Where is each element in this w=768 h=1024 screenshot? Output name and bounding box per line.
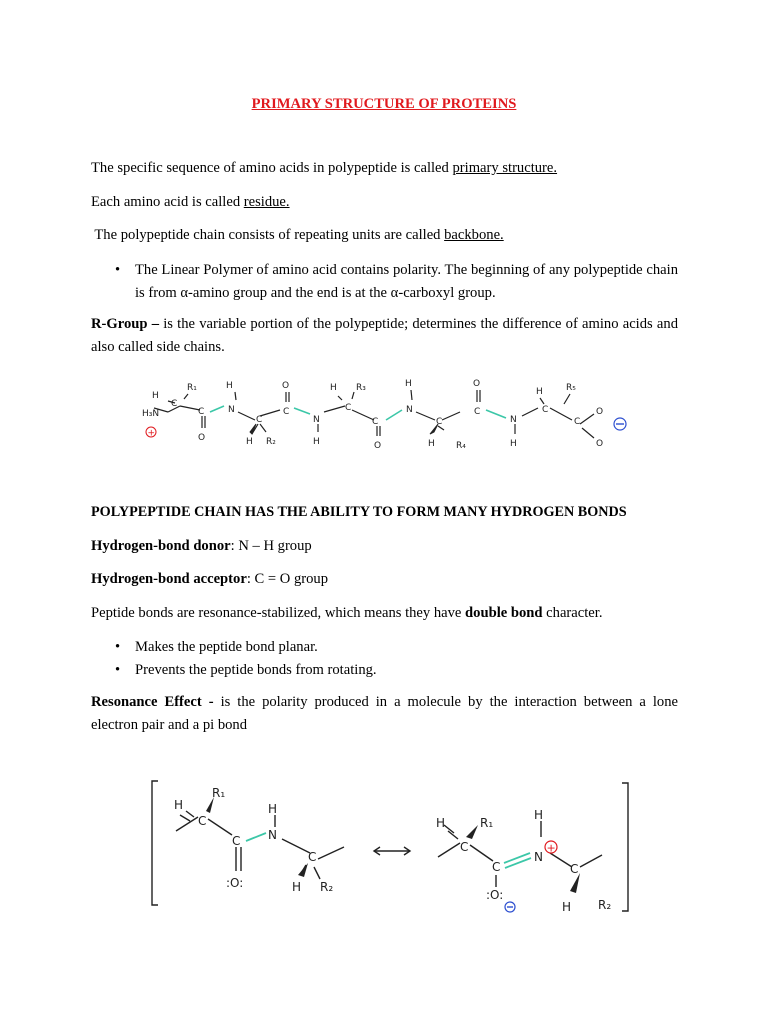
svg-text:H: H bbox=[436, 816, 446, 830]
svg-text:R₂: R₂ bbox=[266, 437, 276, 447]
paragraph-hbond-acceptor bbox=[91, 568, 678, 591]
svg-text:H: H bbox=[292, 880, 302, 894]
term-hbond-donor: Hydrogen-bond donor bbox=[91, 538, 231, 554]
resonance-structures-figure bbox=[148, 775, 638, 915]
svg-text:C: C bbox=[460, 840, 469, 854]
bullet-list-peptide bbox=[91, 636, 678, 682]
svg-text:C: C bbox=[256, 415, 263, 425]
section-heading-hydrogen-bonds: POLYPEPTIDE CHAIN HAS THE ABILITY TO FORM MANY HYDROGEN BONDS bbox=[91, 504, 627, 520]
svg-text:C: C bbox=[198, 814, 207, 828]
svg-text:+: + bbox=[546, 841, 556, 855]
svg-text:C: C bbox=[574, 417, 581, 427]
svg-text:N: N bbox=[268, 828, 277, 842]
svg-text:C: C bbox=[345, 403, 352, 413]
paragraph-hbond-donor bbox=[91, 535, 678, 558]
svg-text:R₂: R₂ bbox=[598, 898, 612, 912]
svg-text:C: C bbox=[372, 417, 379, 427]
svg-text:O: O bbox=[596, 439, 604, 449]
svg-text:H: H bbox=[152, 391, 159, 401]
paragraph-residue bbox=[91, 191, 678, 214]
term-double-bond: double bond bbox=[465, 605, 543, 621]
svg-text:R₁: R₁ bbox=[480, 816, 494, 830]
svg-text:H: H bbox=[268, 802, 278, 816]
text: : C = O group bbox=[246, 571, 329, 587]
svg-text:R₁: R₁ bbox=[212, 786, 226, 800]
svg-text:R₄: R₄ bbox=[456, 441, 466, 451]
svg-text:O: O bbox=[596, 407, 604, 417]
svg-text:C: C bbox=[542, 405, 549, 415]
svg-text:H: H bbox=[246, 437, 253, 447]
svg-text:H: H bbox=[313, 437, 320, 447]
svg-text:H: H bbox=[536, 387, 543, 397]
svg-text:C: C bbox=[308, 850, 317, 864]
svg-text:H: H bbox=[428, 439, 435, 449]
svg-text:R₅: R₅ bbox=[566, 383, 576, 393]
text: is the variable portion of the polypeptide; determines the difference of amino acids and also called side chains. bbox=[91, 316, 678, 355]
bullet-icon: • bbox=[115, 662, 121, 678]
term-residue: residue. bbox=[243, 194, 290, 210]
term-resonance-effect: Resonance Effect - bbox=[91, 694, 221, 710]
text: character. bbox=[542, 605, 603, 621]
bullet-text: The Linear Polymer of amino acid contains polarity. The beginning of any polypeptide chain is from α-amino group and the end is at the α-carboxyl group. bbox=[135, 262, 678, 301]
term-primary-structure: primary structure. bbox=[452, 160, 558, 176]
svg-text:O: O bbox=[198, 433, 206, 443]
paragraph-backbone bbox=[91, 224, 678, 247]
svg-text:N: N bbox=[406, 405, 413, 415]
term-r-group: R-Group – bbox=[91, 316, 164, 332]
polypeptide-chain-figure bbox=[140, 372, 640, 462]
svg-text:C: C bbox=[283, 407, 290, 417]
list-item bbox=[91, 659, 678, 682]
text: Peptide bonds are resonance-stabilized, which means they have bbox=[91, 605, 466, 621]
term-backbone: backbone. bbox=[444, 227, 504, 243]
bullet-text: Prevents the peptide bonds from rotating. bbox=[135, 662, 377, 678]
text: Each amino acid is called bbox=[91, 194, 244, 210]
svg-text:O: O bbox=[282, 381, 290, 391]
svg-text:O: O bbox=[473, 379, 481, 389]
paragraph-r-group bbox=[91, 313, 678, 359]
svg-text:H: H bbox=[330, 383, 337, 393]
svg-text:R₁: R₁ bbox=[187, 383, 197, 393]
svg-text:N: N bbox=[313, 415, 320, 425]
text: : N – H group bbox=[230, 538, 312, 554]
svg-text:H₃N: H₃N bbox=[142, 409, 160, 419]
svg-text:H: H bbox=[226, 381, 233, 391]
svg-text:O: O bbox=[374, 441, 382, 451]
svg-text:N: N bbox=[228, 405, 235, 415]
svg-text:N: N bbox=[510, 415, 517, 425]
paragraph-resonance-effect bbox=[91, 691, 678, 737]
svg-text:C: C bbox=[474, 407, 481, 417]
svg-text:N: N bbox=[534, 850, 543, 864]
svg-text:C: C bbox=[570, 862, 579, 876]
term-hbond-acceptor: Hydrogen-bond acceptor bbox=[91, 571, 247, 587]
svg-text:R₃: R₃ bbox=[356, 383, 366, 393]
bullet-icon: • bbox=[115, 639, 121, 655]
paragraph-primary-structure bbox=[91, 157, 678, 180]
list-item bbox=[91, 636, 678, 659]
text: The specific sequence of amino acids in polypeptide is called bbox=[91, 160, 453, 176]
bullet-text: Makes the peptide bond planar. bbox=[135, 639, 318, 655]
text: The polypeptide chain consists of repeating units are called bbox=[91, 227, 445, 243]
svg-text:+: + bbox=[147, 428, 156, 439]
text: is the polarity produced in a molecule by the interaction between a lone electron pair and a pi bond bbox=[91, 694, 678, 733]
svg-text:C: C bbox=[232, 834, 241, 848]
svg-text:H: H bbox=[534, 808, 544, 822]
svg-text:C: C bbox=[171, 399, 178, 409]
page-title: PRIMARY STRUCTURE OF PROTEINS bbox=[251, 96, 517, 112]
svg-text:H: H bbox=[174, 798, 184, 812]
svg-text:C: C bbox=[198, 407, 205, 417]
svg-text:H: H bbox=[562, 900, 572, 914]
svg-text::O:: :O: bbox=[226, 876, 244, 890]
svg-text:H: H bbox=[510, 439, 517, 449]
paragraph-peptide-bonds bbox=[91, 602, 678, 625]
list-item bbox=[91, 259, 678, 305]
svg-text:C: C bbox=[492, 860, 501, 874]
svg-text::O:: :O: bbox=[486, 888, 504, 902]
svg-text:R₂: R₂ bbox=[320, 880, 334, 894]
svg-text:C: C bbox=[436, 417, 443, 427]
svg-text:H: H bbox=[405, 379, 412, 389]
bullet-icon: • bbox=[115, 262, 121, 278]
bullet-list-polarity bbox=[91, 259, 678, 305]
